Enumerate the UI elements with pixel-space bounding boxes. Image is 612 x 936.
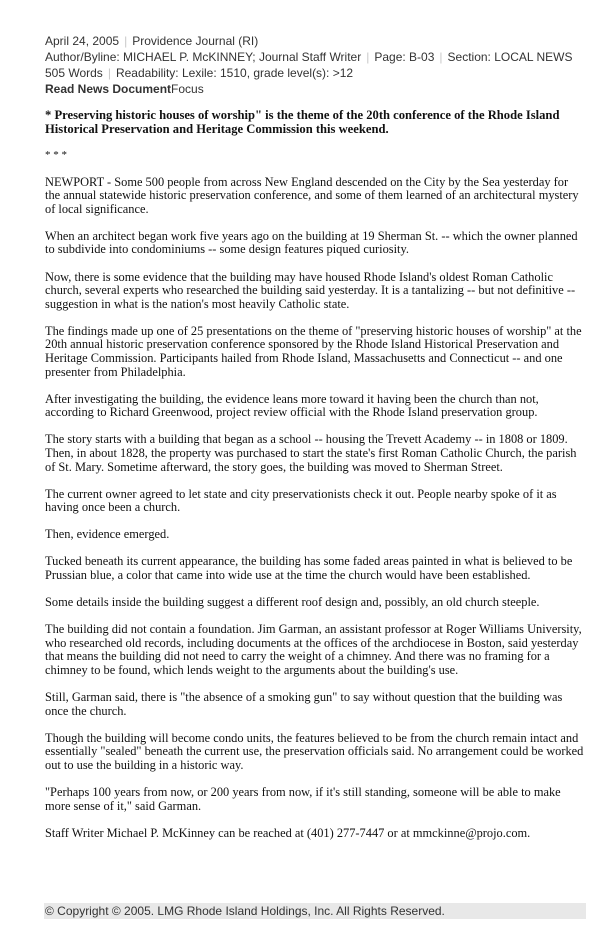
- article-paragraph: The story starts with a building that began as a school -- housing the Trevett Academy -- in 1808 or 1809. Then, in about 1828, the property was purchased to start the state's first Roman Catholic Church, the parish of St. Mary. Sometime afterward, the story goes, the building was moved to Sherman Street.: [45, 432, 577, 474]
- word-count: 505 Words: [45, 66, 103, 80]
- article-paragraph: NEWPORT - Some 500 people from across New England descended on the City by the Sea yesterday for the annual statewide historic preservation conference, and some of them learned of an architectural mystery of local significance.: [45, 174, 579, 216]
- author-byline: Author/Byline: MICHAEL P. McKINNEY; Journal Staff Writer: [45, 50, 362, 64]
- section-name: Section: LOCAL NEWS: [447, 50, 573, 64]
- meta-line-byline: [45, 49, 586, 65]
- article-headline: * Preserving historic houses of worship" is the theme of the 20th conference of the Rhode Island Historical Preservation and Heritage Commission this weekend.: [45, 108, 560, 136]
- separator: |: [439, 50, 443, 64]
- separator: |: [124, 34, 128, 48]
- publication-source: Providence Journal (RI): [132, 34, 259, 48]
- article-paragraph: The building did not contain a foundation. Jim Garman, an assistant professor at Roger Williams University, who researched old records, including documents at the offices of the archdiocese in Boston, said yesterday that means the building did not need to carry the weight of a chimney. And there was no framing for a chimney to be found, which lends weight to the arguments about the building's use.: [45, 622, 582, 678]
- readability: Readability: Lexile: 1510, grade level(s): >12: [115, 66, 354, 80]
- article-paragraph: "Perhaps 100 years from now, or 200 years from now, if it's still standing, someone will be able to make more sense of it," said Garman.: [45, 785, 561, 813]
- page-number: Page: B-03: [374, 50, 435, 64]
- article-paragraph: Still, Garman said, there is "the absence of a smoking gun" to say without question that the building was once the church.: [45, 690, 563, 718]
- article-body: [45, 108, 586, 840]
- article-paragraph: Then, evidence emerged.: [45, 527, 170, 542]
- meta-line-date-source: [45, 33, 586, 49]
- article-paragraph: Some details inside the building suggest a different roof design and, possibly, an old church steeple.: [45, 595, 540, 610]
- document-page: [45, 33, 586, 854]
- article-paragraph: Now, there is some evidence that the building may have housed Rhode Island's oldest Roman Catholic church, several experts who researched the building said yesterday. It is a tantalizing -- but not definitive -- suggestion in what is the nation's most heavily Catholic state.: [45, 269, 576, 311]
- separator: |: [107, 66, 111, 80]
- separator: |: [366, 50, 370, 64]
- read-news-document-label: Read News Document: [45, 82, 172, 96]
- article-paragraph: The findings made up one of 25 presentations on the theme of "preserving historic houses of worship" at the 20th annual historic preservation conference sponsored by the Rhode Island Historical Preservation and Heritage Commission. Participants hailed from Rhode Island, Massachusetts and Connecticut -- and one presenter from Philadelphia.: [45, 323, 582, 379]
- meta-line-stats: [45, 65, 586, 81]
- article-paragraph: After investigating the building, the evidence leans more toward it having been the church than not, according to Richard Greenwood, project review official with the Rhode Island preservation group.: [45, 391, 539, 420]
- article-paragraph: When an architect began work five years ago on the building at 19 Sherman St. -- which the owner planned to subdivide into condominiums -- some design features piqued curiosity.: [45, 228, 578, 257]
- article-paragraph: Though the building will become condo units, the features believed to be from the church remain intact and essentially "sealed" beneath the current use, the preservation officials said. No arrangement could be worked out to use the building in a historic way.: [45, 730, 584, 772]
- section-divider-stars: * * *: [45, 149, 67, 161]
- read-document-focus: [45, 81, 586, 97]
- article-contact-line: Staff Writer Michael P. McKinney can be reached at (401) 277-7447 or at mmckinne@projo.com.: [45, 825, 531, 840]
- article-paragraph: The current owner agreed to let state and city preservationists check it out. People nearby spoke of it as having once been a church.: [45, 486, 557, 515]
- focus-label: Focus: [171, 82, 204, 96]
- publication-date: April 24, 2005: [45, 34, 120, 48]
- article-paragraph: Tucked beneath its current appearance, the building has some faded areas painted in what is believed to be Prussian blue, a color that came into wide use at the time the church would have been established.: [45, 554, 573, 583]
- document-metadata: [45, 33, 586, 81]
- copyright-footer: © Copyright © 2005. LMG Rhode Island Holdings, Inc. All Rights Reserved.: [44, 903, 586, 919]
